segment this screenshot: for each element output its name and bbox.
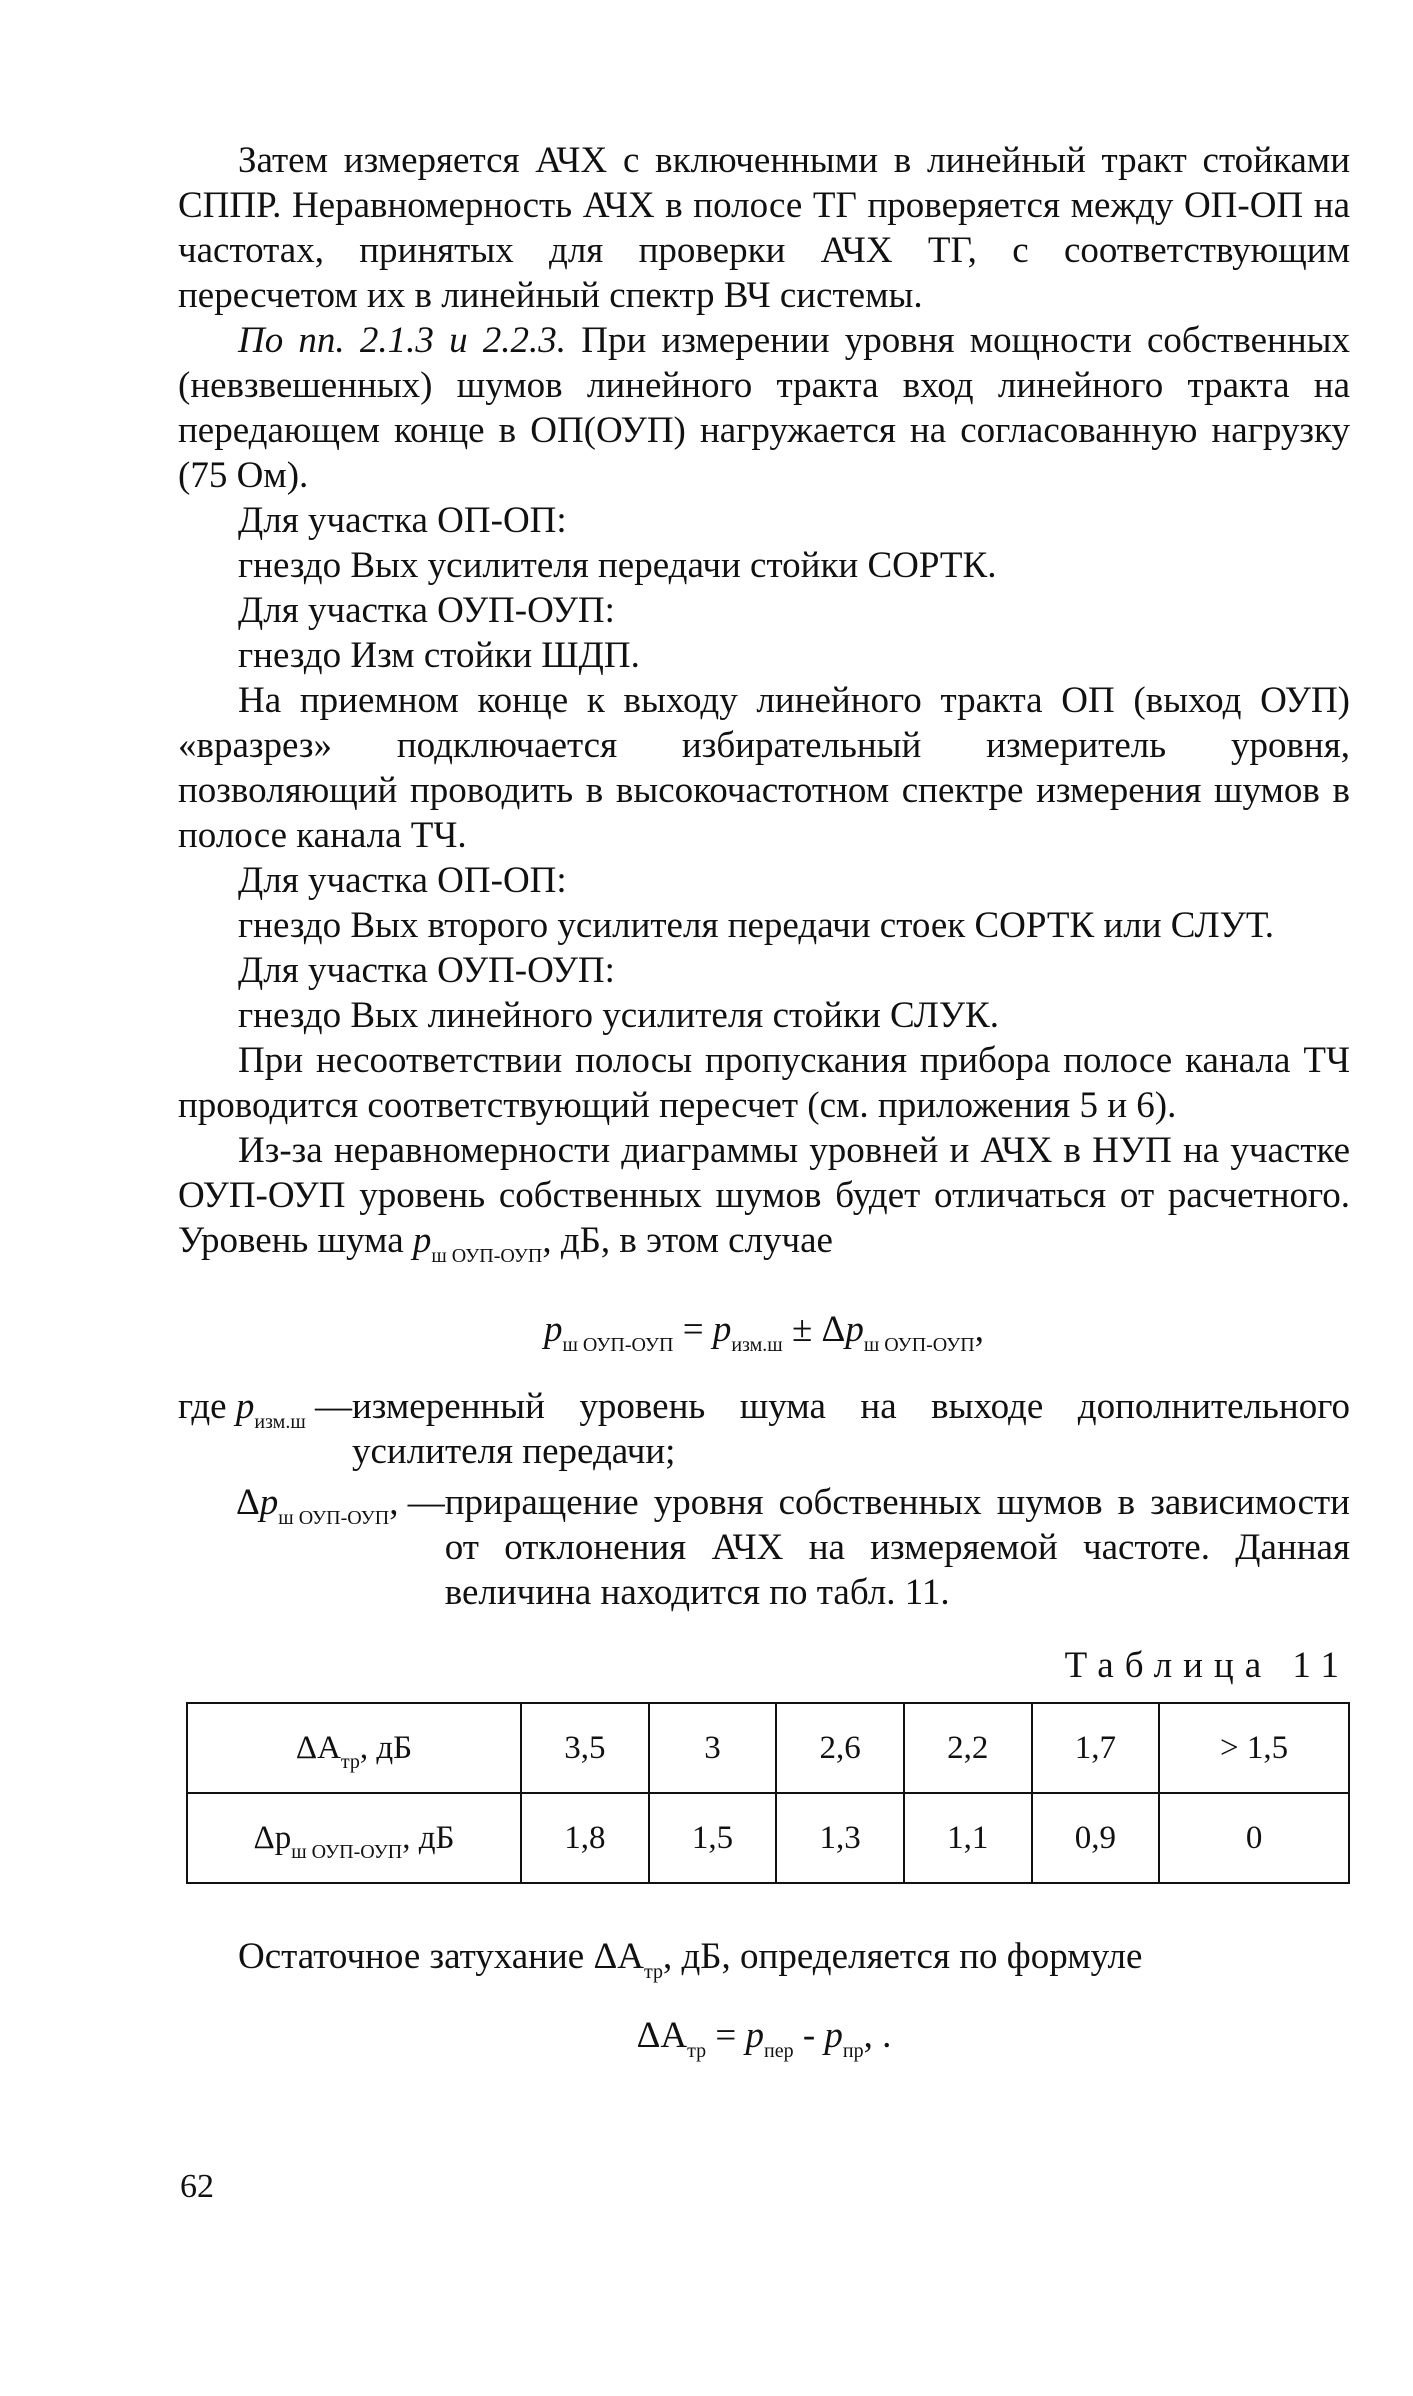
table-title: Таблица 11 <box>1064 1645 1350 1686</box>
table-row <box>187 1793 1349 1883</box>
line-section-op-op-2: Для участка ОП-ОП: <box>238 860 567 901</box>
table-cell: 3 <box>649 1703 777 1793</box>
table-cell: 0,9 <box>1032 1793 1160 1883</box>
table-cell: 2,2 <box>904 1703 1032 1793</box>
table-row <box>187 1703 1349 1793</box>
table-cell: 1,7 <box>1032 1703 1160 1793</box>
definition-delta-p <box>178 1480 1350 1615</box>
page-content <box>178 138 1350 2090</box>
table-cell: 1,1 <box>904 1793 1032 1883</box>
paragraph-2-text: При измерении уровня мощности собственных (невзвешенных) шумов линейного тракта вход линейного тракта на передающем конце в ОП(ОУП) нагружается на согласованную нагрузку (75 Ом). <box>178 320 1350 496</box>
line-socket-second-amp: гнездо Вых второго усилителя передачи стоек СОРТК или СЛУТ. <box>238 905 1274 946</box>
definition-text: измеренный уровень шума на выходе дополнительного усилителя передачи; <box>351 1386 1350 1472</box>
table-row-header: $\Delta А_{тр}$, дБ <box>187 1703 521 1793</box>
formula-noise-level: $p_{ш ОУП-ОУП} = p_{изм.ш} \pm \Delta p_{ш ОУП-ОУП}$, <box>544 1309 984 1356</box>
paragraph-after-table: Остаточное затухание $\Delta А_{тр}$, дБ, определяется по формуле <box>238 1936 1143 1983</box>
line-section-op-op: Для участка ОП-ОП: <box>238 500 567 541</box>
table-cell: 1,8 <box>521 1793 649 1883</box>
section-reference: По пп. 2.1.3 и 2.2.3. <box>238 320 567 361</box>
definition-p-izm <box>178 1384 1350 1474</box>
table-cell: 1,5 <box>649 1793 777 1883</box>
definition-text: приращение уровня собственных шумов в зависимости от отклонения АЧХ на измеряемой частоте. Данная величина находится по табл. 11. <box>444 1482 1350 1613</box>
page-number: 62 <box>180 2168 214 2205</box>
line-socket-shdp: гнездо Изм стойки ШДП. <box>238 635 640 676</box>
table-cell: 2,6 <box>776 1703 904 1793</box>
paragraph-4: При несоответствии полосы пропускания прибора полосе канала ТЧ проводится соответствующий пересчет (см. приложения 5 и 6). <box>178 1040 1350 1126</box>
line-socket-sluk: гнездо Вых линейного усилителя стойки СЛУК. <box>238 995 999 1036</box>
definition-term: где $p_{изм.ш}$ — <box>178 1386 352 1433</box>
paragraph-5: Из-за неравномерности диаграммы уровней и АЧХ в НУП на участке ОУП-ОУП уровень собственных шумов будет отличаться от расчетного. Уровень шума $p_{ш ОУП-ОУП}$, дБ, в этом случае <box>178 1130 1350 1267</box>
paragraph-2 <box>178 318 1350 498</box>
line-section-oup-oup: Для участка ОУП-ОУП: <box>238 590 615 631</box>
line-section-oup-oup-2: Для участка ОУП-ОУП: <box>238 950 615 991</box>
paragraph-3: На приемном конце к выходу линейного тракта ОП (выход ОУП) «вразрез» подключается избирательный измеритель уровня, позволяющий проводить в высокочастотном спектре измерения шумов в полосе канала ТЧ. <box>178 680 1350 856</box>
paragraph-1: Затем измеряется АЧХ с включенными в линейный тракт стойками СППР. Неравномерность АЧХ в полосе ТГ проверяется между ОП-ОП на частотах, принятых для проверки АЧХ ТГ, с соответствующим пересчетом их в линейный спектр ВЧ системы. <box>178 140 1350 316</box>
table-cell: > 1,5 <box>1159 1703 1349 1793</box>
table-cell: 1,3 <box>776 1793 904 1883</box>
table-cell: 0 <box>1159 1793 1349 1883</box>
formula-residual-attenuation: $\Delta А_{тр} = p_{пер} - p_{пр}$, . <box>636 2015 892 2062</box>
data-table-11 <box>186 1702 1350 1884</box>
table-cell: 3,5 <box>521 1703 649 1793</box>
definition-term: $\Delta p_{ш ОУП-ОУП}$, — <box>236 1482 445 1529</box>
table-row-header: $\Delta p_{ш ОУП-ОУП}$, дБ <box>187 1793 521 1883</box>
line-socket-sortk: гнездо Вых усилителя передачи стойки СОРТК. <box>238 545 997 586</box>
